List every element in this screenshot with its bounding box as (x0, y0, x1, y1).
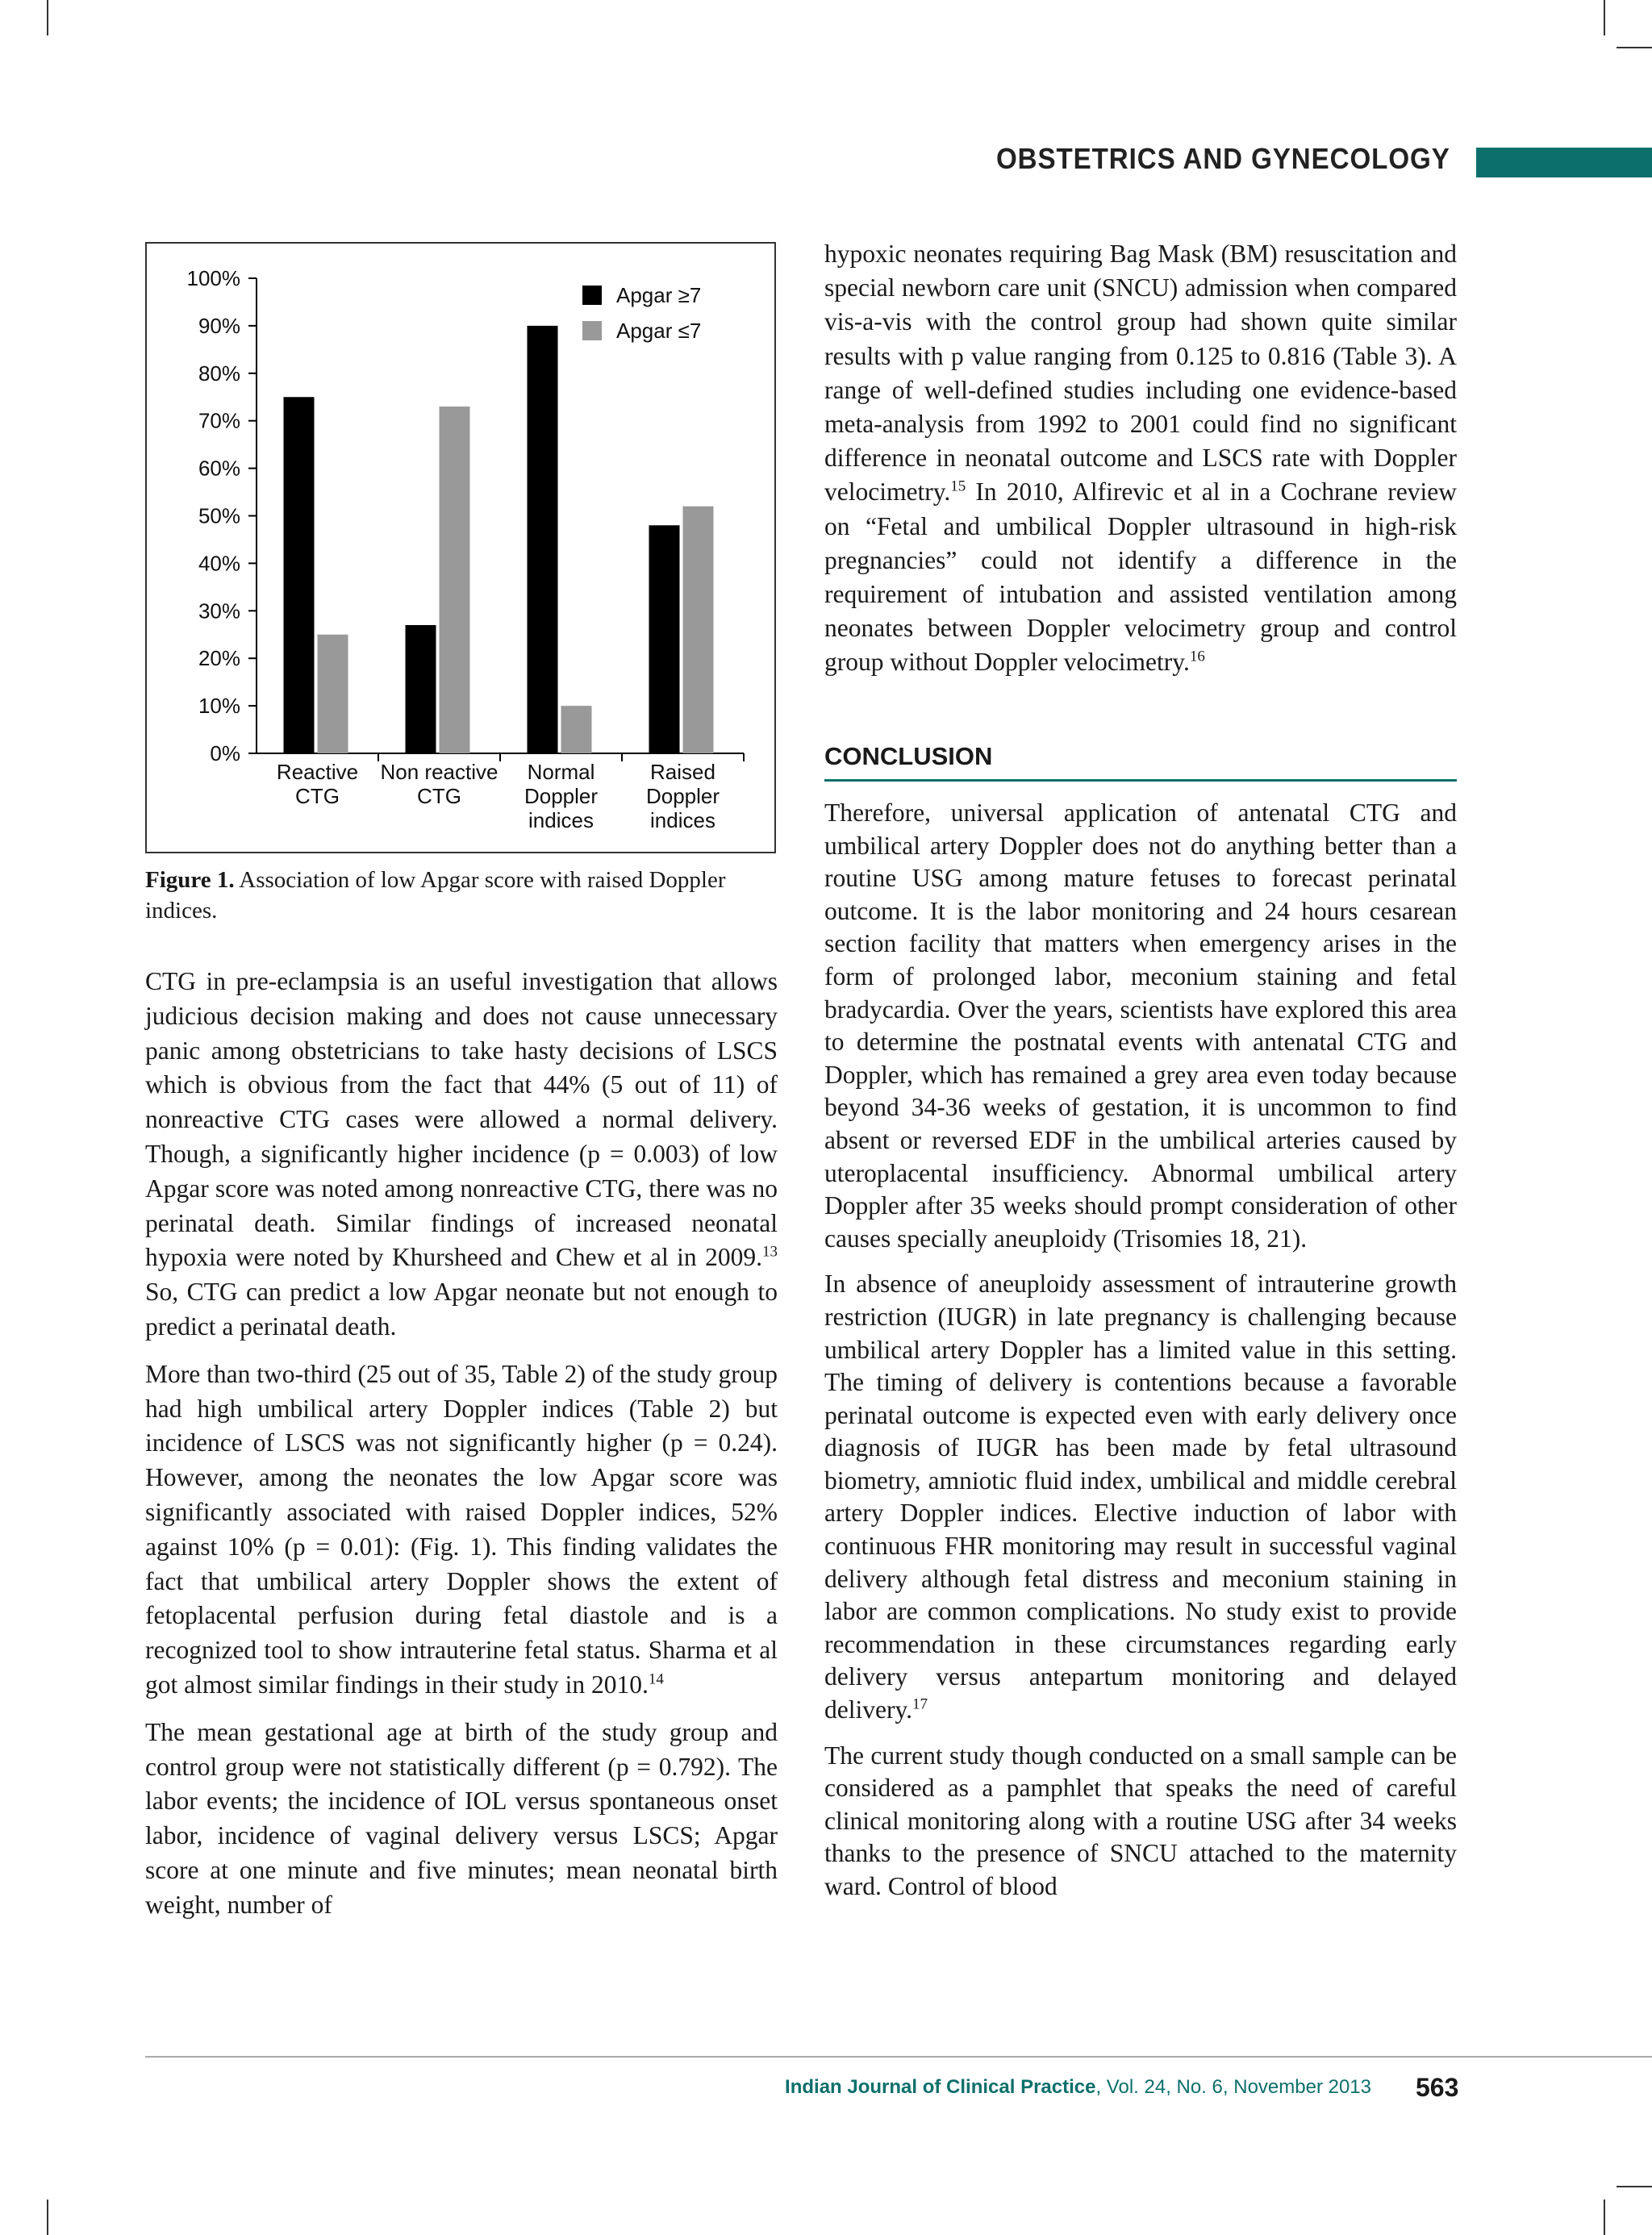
right-p2-text: Therefore, universal application of antenatal CTG and umbilical artery Doppler does not do anything better than a routine USG among mature fetuses to forecast perinatal outcome. It is the labor monitoring and 24 hours cesarean section facility that matters when emergency arises in the form of prolonged labor, meconium staining and fetal bradycardia. Over the years, scientists have explored this area to determine the postnatal events with antenatal CTG and Doppler, which has remained a grey area even today because beyond 34-36 weeks of gestation, it is uncommon to find absent or reversed EDF in the umbilical arteries caused by uteroplacental insufficiency. Abnormal umbilical artery Doppler after 35 weeks should prompt consideration of other causes specially aneuploidy (Trisomies 18, 21). (824, 799, 1457, 1253)
x-tick-label: Reactive (276, 760, 359, 784)
y-tick-label: 50% (198, 503, 240, 528)
crop-mark (47, 0, 48, 35)
x-tick-label: Non reactive (380, 760, 499, 784)
footer-rule (145, 2056, 1652, 2058)
crop-mark (1604, 2200, 1605, 2235)
x-tick-label: CTG (417, 784, 461, 808)
bar-2-1 (561, 706, 592, 753)
bar-0-1 (318, 635, 348, 753)
reference-17: 17 (912, 1695, 928, 1713)
left-column (145, 965, 778, 1936)
bar-3-0 (649, 525, 680, 753)
section-title: OBSTETRICS AND GYNECOLOGY (996, 142, 1450, 175)
journal-issue: , Vol. 24, No. 6, November 2013 (1095, 2076, 1371, 2098)
y-tick-label: 30% (198, 598, 240, 623)
y-tick-label: 60% (198, 456, 240, 481)
left-paragraph-2 (145, 1357, 778, 1703)
y-tick-label: 10% (198, 694, 240, 719)
figure-1-chart (145, 242, 776, 853)
left-p1-text: CTG in pre-eclampsia is an useful investigation that allows judicious decision making and does not cause unnecessary panic among obstetricians to take hasty decisions of LSCS which is obvious from the fact that 44% (5 out of 11) of nonreactive CTG cases were allowed a normal delivery. Though, a significantly higher incidence (p = 0.003) of low Apgar score was noted among nonreactive CTG, there was no perinatal death. Similar findings of increased neonatal hypoxia were noted by Khursheed and Chew et al in 2009. (145, 967, 778, 1272)
bar-1-1 (440, 407, 470, 753)
right-p3-text: In absence of aneuploidy assessment of intrauterine growth restriction (IUGR) in late pregnancy is challenging because umbilical artery Doppler has a limited value in this setting. The timing of delivery is contentions because a favorable perinatal outcome is expected even with early delivery once diagnosis of IUGR has been made by fetal ultrasound biometry, amniotic fluid index, umbilical and middle cerebral artery Doppler indices. Elective induction of labor with continuous FHR monitoring may result in successful vaginal delivery although fetal distress and meconium staining in labor are common complications. No study exist to provide recommendation in these circumstances regarding early delivery versus antepartum monitoring and delayed delivery. (824, 1270, 1457, 1724)
figure-caption (145, 865, 778, 926)
x-tick-label: Doppler (524, 784, 599, 808)
crop-mark (1604, 0, 1605, 35)
right-paragraph-3 (824, 1268, 1457, 1726)
x-tick-label: indices (650, 808, 715, 832)
left-p3-text: The mean gestational age at birth of the study group and control group were not statistically different (p = 0.792). The labor events; the incidence of IOL versus spontaneous onset labor, incidence of vaginal delivery versus LSCS; Apgar score at one minute and five minutes; mean neonatal birth weight, number of (145, 1717, 778, 1919)
y-tick-label: 20% (198, 646, 240, 671)
left-paragraph-3 (145, 1716, 778, 1923)
right-p4-text: The current study though conducted on a small sample can be considered as a pamphlet that speaks the need of careful clinical monitoring along with a routine USG after 34 weeks thanks to the presence of SNCU attached to the maternity ward. Control of blood (824, 1741, 1457, 1900)
legend-swatch-1 (582, 321, 602, 340)
left-p1-tail: So, CTG can predict a low Apgar neonate but not enough to predict a perinatal death. (145, 1278, 778, 1341)
reference-14: 14 (648, 1670, 664, 1688)
y-tick-label: 100% (186, 266, 240, 290)
y-tick-label: 0% (210, 741, 240, 765)
legend-label-0: Apgar ≥7 (616, 283, 702, 307)
right-p1-mid: In 2010, Alfirevic et al in a Cochrane review on “Fetal and umbilical Doppler ultrasound in high-risk pregnancies” could not identify a difference in the requirement of intubation and assisted ventilation among neonates between Doppler velocimetry group and control group without Doppler velocimetry. (824, 477, 1457, 677)
left-paragraph-1 (145, 965, 778, 1345)
y-tick-label: 70% (198, 408, 240, 433)
right-p1-text: hypoxic neonates requiring Bag Mask (BM) resuscitation and special newborn care unit (SNCU) admission when compared vis-a-vis with the control group had shown quite similar results with p value ranging from 0.125 to 0.816 (Table 3). A range of well-defined studies including one evidence-based meta-analysis from 1992 to 2001 could find no significant difference in neonatal outcome and LSCS rate with Doppler velocimetry. (824, 240, 1457, 507)
right-paragraph-4 (824, 1740, 1457, 1904)
y-tick-label: 40% (198, 551, 240, 576)
x-tick-label: Raised (650, 760, 715, 784)
page-number: 563 (1416, 2073, 1459, 2102)
bar-2-0 (528, 326, 558, 753)
x-tick-label: indices (528, 808, 594, 832)
right-paragraph-2 (824, 797, 1457, 1255)
reference-13: 13 (762, 1243, 778, 1261)
x-tick-label: Doppler (645, 784, 720, 808)
legend-label-1: Apgar ≤7 (616, 319, 702, 343)
legend-swatch-0 (582, 286, 602, 305)
x-tick-label: Normal (527, 760, 595, 784)
right-column-top (824, 237, 1457, 693)
crop-mark (1617, 2186, 1652, 2187)
figure-label: Figure 1. (145, 867, 235, 893)
bar-chart (147, 244, 778, 855)
x-tick-label: CTG (295, 784, 340, 808)
header-accent-bar (1476, 148, 1652, 177)
right-column-bottom (824, 797, 1457, 1916)
reference-15: 15 (950, 477, 966, 495)
bar-3-1 (683, 507, 714, 753)
journal-name: Indian Journal of Clinical Practice (785, 2076, 1096, 2098)
figure-caption-text: Association of low Apgar score with raised Doppler indices. (145, 867, 726, 924)
crop-mark (47, 2200, 48, 2235)
y-tick-label: 80% (198, 361, 240, 386)
crop-mark (1617, 47, 1652, 48)
conclusion-heading: CONCLUSION (824, 742, 1457, 782)
bar-1-0 (406, 625, 436, 753)
bar-0-0 (284, 397, 315, 753)
reference-16: 16 (1189, 648, 1205, 665)
footer-citation (785, 2076, 1371, 2099)
left-p2-text: More than two-third (25 out of 35, Table 2) of the study group had high umbilical artery Doppler indices (Table 2) but incidence of LSCS was not significantly higher (p = 0.24). However, among the neonates the low Apgar score was significantly associated with raised Doppler indices, 52% against 10% (p = 0.01): (Fig. 1). This finding validates the fact that umbilical artery Doppler shows the extent of fetoplacental perfusion during fetal diastole and is a recognized tool to show intrauterine fetal status. Sharma et al got almost similar findings in their study in 2010. (145, 1359, 778, 1699)
y-tick-label: 90% (198, 313, 240, 338)
right-paragraph-1 (824, 237, 1457, 680)
